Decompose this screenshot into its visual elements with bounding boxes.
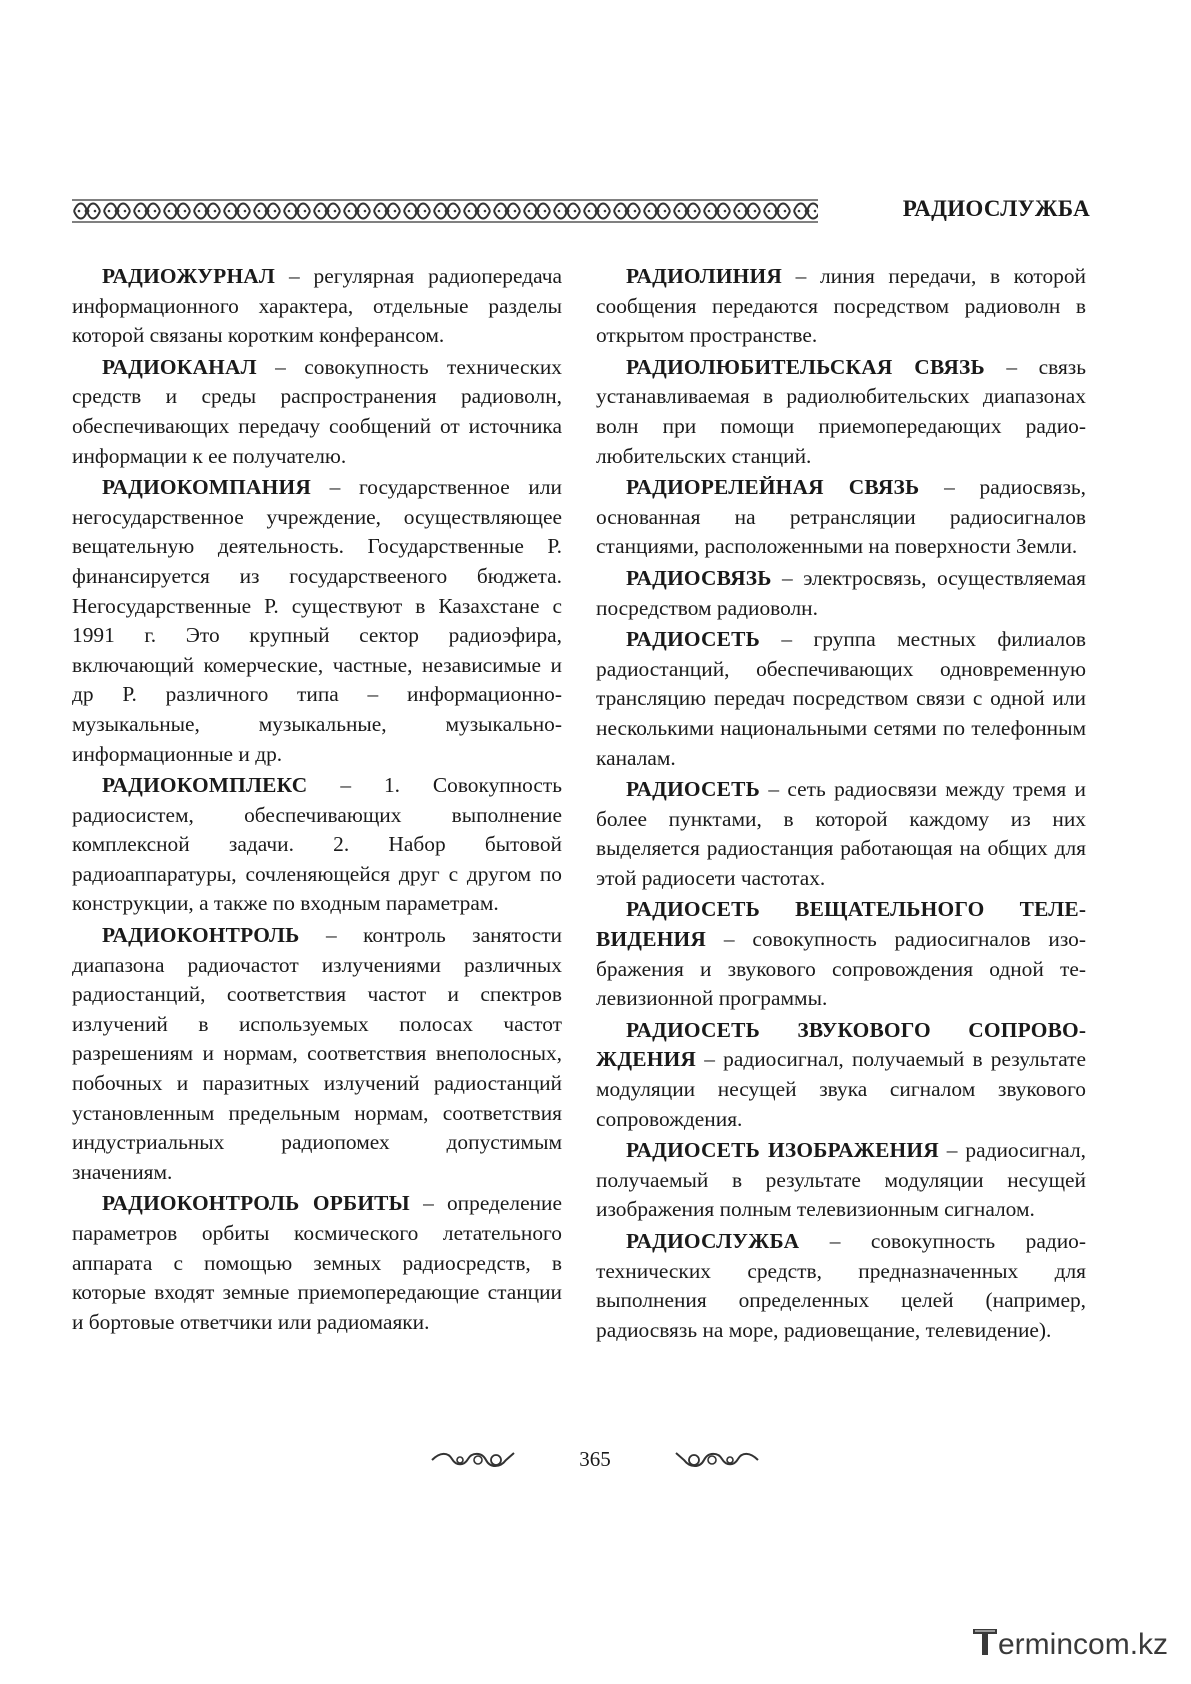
- entry-term: РАДИОСЕТЬ ЗВУКОВОГО СОПРОВОЖДЕНИЯ: [596, 1017, 1086, 1072]
- entry-definition: – 1. Совокупность радиосистем, обеспечивающих выполнение комплексной задачи. 2. Набор бытовой радиоаппаратуры, сочленяющейся друг с другом по конструкции, а также по входным параметрам.: [72, 773, 562, 916]
- entry-definition: – радиосвязь, основанная на ретрансляции радиосигналов станциями, расположенными на поверхности Земли.: [596, 475, 1086, 559]
- watermark-text: ermincom.kz: [998, 1628, 1169, 1661]
- dictionary-entry: [72, 262, 562, 351]
- site-watermark: [972, 1626, 1168, 1670]
- dictionary-entry: [72, 921, 562, 1187]
- dictionary-entry: [596, 1136, 1086, 1225]
- entry-term: РАДИОКОМПАНИЯ: [102, 475, 311, 500]
- dictionary-entry: [596, 473, 1086, 562]
- entry-definition: – регулярная радиопередача информационного характера, отдельные разделы которой связаны коротким конферансом.: [72, 264, 562, 348]
- dictionary-entry: [596, 564, 1086, 623]
- page-header: [72, 194, 1090, 228]
- entry-definition: – связь устанавливаемая в радиолюбительских диапазонах волн при помощи приемопередающих радиолюбительских станций.: [596, 354, 1086, 468]
- entry-definition: – сеть радиосвязи между тремя и более пунктами, в которой каждому из них выделяется радиостанция работающая на общих для этой радиосети частотах.: [596, 777, 1086, 890]
- entry-term: РАДИОСЕТЬ: [626, 777, 760, 802]
- entry-term: РАДИОСЕТЬ ВЕЩАТЕЛЬНОГО ТЕЛЕВИДЕНИЯ: [596, 897, 1086, 952]
- dictionary-entry: [596, 1016, 1086, 1134]
- entry-term: РАДИОРЕЛЕЙНАЯ СВЯЗЬ: [626, 475, 920, 500]
- entry-term: РАДИОСЛУЖБА: [626, 1229, 800, 1253]
- running-head: РАДИОСЛУЖБА: [902, 196, 1090, 221]
- entry-definition: – группа местных филиалов радиостанций, обеспечивающих одновременную трансляцию передач посредством связи с одной или несколькими национальными сетями по телефонным каналам.: [596, 627, 1086, 770]
- flourish-right-icon: [674, 1449, 760, 1471]
- dictionary-entry: [596, 1227, 1086, 1345]
- entry-term: РАДИОСЕТЬ ИЗОБРАЖЕНИЯ: [626, 1138, 939, 1163]
- entry-definition: – совокупность радиотехнических средств, предназначенных для выполнения определенных целей (например, радиосвязь на море, радиовещание, телевидение).: [596, 1229, 1086, 1342]
- entry-term: РАДИОЛЮБИТЕЛЬСКАЯ СВЯЗЬ: [626, 354, 985, 379]
- entry-definition: – государственное или негосударственное учреждение, осуществляющее вещательную деятельность. Государственные Р. финансируется из государствееного бюджета. Негосударственные Р. существуют в Казахстане с 1991 г. Это крупный сектор радиоэфира, включающий комерческие, частные, независимые и др Р. различного типа – информационно-музыкальные, музыкальные, музыкально-информационные и др.: [72, 475, 562, 766]
- right-column: [596, 262, 1086, 1347]
- entry-term: РАДИОКОМПЛЕКС: [102, 773, 308, 798]
- dictionary-entry: [72, 473, 562, 769]
- entry-definition: – радиосигнал, получаемый в результате модуляции несущей звука сигналом звукового сопровождения.: [596, 1047, 1086, 1131]
- dictionary-entry: [72, 1189, 562, 1337]
- page-footer: [430, 1445, 760, 1475]
- dictionary-entry: [596, 775, 1086, 893]
- ornament-band-icon: [72, 198, 818, 224]
- entry-definition: – линия передачи, в которой сообщения передаются посредством радиоволн в открытом пространстве.: [596, 264, 1086, 348]
- dictionary-entry: [596, 262, 1086, 351]
- entry-definition: – контроль занятости диапазона радиочастот излучениями различных радиостанций, соответствия частот и спектров излучений в используемых полосах частот разрешениям и нормам, соответствия внеполосных, побочных и паразитных излучений радиостанций установленным предельным нормам, соответствия индустриальных радиопомех допустимым значениям.: [72, 923, 562, 1184]
- entry-term: РАДИОКАНАЛ: [102, 354, 257, 379]
- page-number: 365: [579, 1447, 611, 1471]
- watermark-logo-t-icon: [972, 1626, 998, 1656]
- left-column: [72, 262, 562, 1339]
- entry-definition: – совокупность радиосигналов изображения и звукового сопровождения одной телевизионной программы.: [596, 927, 1086, 1011]
- dictionary-entry: [596, 895, 1086, 1013]
- dictionary-entry: [596, 353, 1086, 471]
- dictionary-entry: [72, 771, 562, 919]
- entry-definition: – электросвязь, осуществляемая посредством радиоволн.: [596, 565, 1086, 620]
- dictionary-entry: [596, 625, 1086, 773]
- entry-term: РАДИОКОНТРОЛЬ ОРБИТЫ: [102, 1191, 410, 1216]
- entry-term: РАДИОЖУРНАЛ: [102, 264, 276, 288]
- entry-definition: – радиосигнал, получаемый в результате модуляции несущей изображения полным телевизионным сигналом.: [596, 1138, 1086, 1222]
- entry-term: РАДИОКОНТРОЛЬ: [102, 923, 300, 948]
- flourish-left-icon: [430, 1449, 516, 1471]
- entry-definition: – совокупность технических средств и среды распространения радиоволн, обеспечивающих передачу сообщений от источника информации к ее получателю.: [72, 354, 562, 468]
- entry-term: РАДИОЛИНИЯ: [626, 264, 783, 288]
- entry-term: РАДИОСЕТЬ: [626, 627, 760, 652]
- entry-term: РАДИОСВЯЗЬ: [626, 565, 772, 590]
- entry-definition: – определение параметров орбиты космического летательного аппарата с помощью земных радиосредств, в которые входят земные приемопередающие станции и бортовые ответчики или радиомаяки.: [72, 1191, 562, 1334]
- dictionary-entry: [72, 353, 562, 471]
